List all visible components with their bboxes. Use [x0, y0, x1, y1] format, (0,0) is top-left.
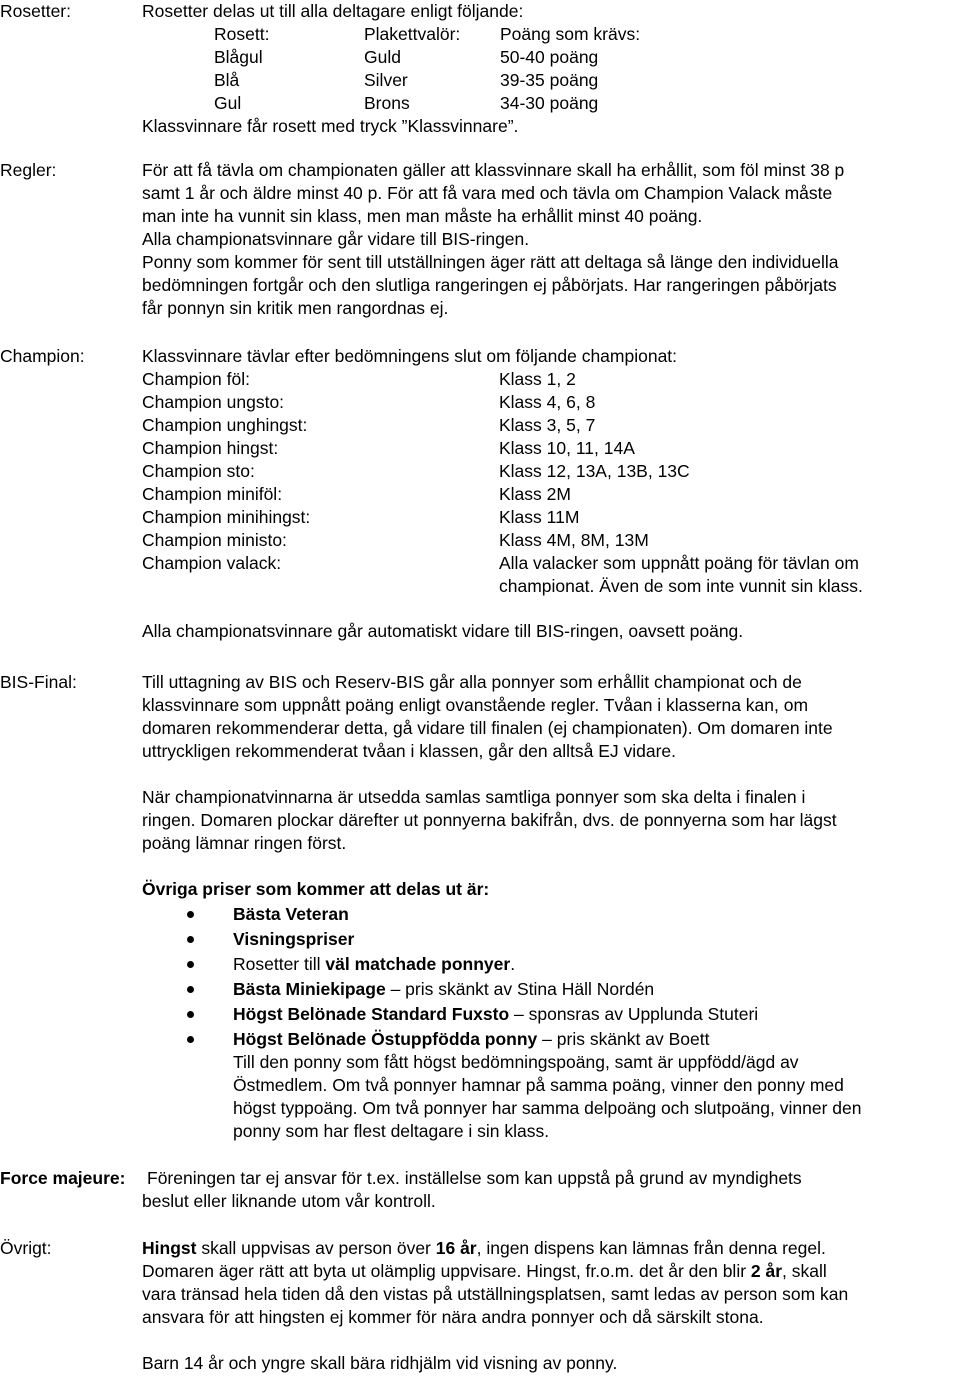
- bis-para2-line: poäng lämnar ringen först.: [142, 833, 347, 853]
- list-item: [142, 529, 960, 552]
- rosett-poang: 39-35 poäng: [500, 70, 599, 90]
- rosett-poang: 34-30 poäng: [500, 93, 599, 113]
- table-row: [142, 92, 960, 115]
- ovrigt-hingst: Hingst: [142, 1238, 197, 1258]
- regler-body: [142, 159, 960, 320]
- list-item: [142, 506, 960, 529]
- champion-name: Champion minihingst:: [142, 507, 311, 527]
- bis-para1-line: klassvinnare som uppnått poäng enligt ovanstående regler. Tvåan i klasserna kan, om: [142, 695, 809, 715]
- ovrigt-age: 16 år: [435, 1238, 477, 1258]
- rosett-poang: 50-40 poäng: [500, 47, 599, 67]
- regler-line: Ponny som kommer för sent till utställningen äger rätt att deltaga så länge den individuella: [142, 252, 839, 272]
- rosetter-body: [142, 0, 960, 138]
- list-item: [142, 414, 960, 437]
- rosett-table-header: [142, 23, 960, 46]
- bullet-icon: [187, 911, 194, 918]
- ovrigt-line-2: [142, 1260, 960, 1283]
- champion-name: Champion sto:: [142, 461, 255, 481]
- bullet-icon: [187, 986, 194, 993]
- regler-line: Alla championatsvinnare går vidare till BIS-ringen.: [142, 229, 530, 249]
- rosetter-intro: Rosetter delas ut till alla deltagare enligt följande:: [142, 1, 524, 21]
- force-label: Force majeure:: [0, 1168, 126, 1188]
- ovrigt-line-5: Barn 14 år och yngre skall bära ridhjälm vid visning av ponny.: [142, 1353, 618, 1373]
- regler-line: För att få tävla om championaten gäller att klassvinnare skall ha erhållit, som föl minst 38 p: [142, 160, 845, 180]
- bullet-icon: [187, 961, 194, 968]
- list-item: [142, 391, 960, 414]
- regler-line: får ponnyn sin kritik men rangordnas ej.: [142, 298, 449, 318]
- force-body: [142, 1167, 960, 1213]
- list-item: [142, 903, 960, 926]
- rosett-header-poang: Poäng som krävs:: [500, 24, 641, 44]
- prize-note-line: ponny som har flest deltagare i sin klass.: [233, 1121, 550, 1141]
- ovrigt-line-1: [142, 1237, 960, 1260]
- regler-label: Regler:: [0, 160, 57, 180]
- list-item: [142, 978, 960, 1001]
- champion-classes: Alla valacker som uppnått poäng för tävlan om championat. Även de som inte vunnit sin klass.: [499, 553, 863, 596]
- champion-classes: Klass 4, 6, 8: [499, 392, 596, 412]
- prizes-heading: Övriga priser som kommer att delas ut är:: [142, 879, 490, 899]
- regler-line: samt 1 år och äldre minst 40 p. För att få vara med och tävla om Champion Valack måste: [142, 183, 833, 203]
- rosett-header-rosett: Rosett:: [214, 24, 270, 44]
- list-item: [142, 368, 960, 391]
- champion-classes: Klass 12, 13A, 13B, 13C: [499, 461, 690, 481]
- table-row: [142, 46, 960, 69]
- bis-para2-line: ringen. Domaren plockar därefter ut ponnyerna bakifrån, dvs. de ponnyerna som har lägst: [142, 810, 837, 830]
- list-item: [142, 552, 960, 598]
- rosett-header-plakett: Plakettvalör:: [364, 24, 461, 44]
- champion-classes: Klass 10, 11, 14A: [499, 438, 635, 458]
- champion-classes: Klass 4M, 8M, 13M: [499, 530, 649, 550]
- champion-name: Champion valack:: [142, 553, 282, 573]
- ovrigt-age: 2 år: [750, 1261, 783, 1281]
- prizes-list-wrapper: [142, 903, 960, 1143]
- prize-note: [142, 1051, 960, 1143]
- champion-classes: Klass 11M: [499, 507, 580, 527]
- prize-name: Högst Belönade Standard Fuxsto: [233, 1004, 510, 1024]
- rosett-plakett: Brons: [364, 93, 410, 113]
- champion-name: Champion hingst:: [142, 438, 279, 458]
- prize-name: Bästa Veteran: [233, 904, 349, 924]
- prize-note-line: Till den ponny som fått högst bedömningspoäng, samt är uppfödd/ägd av: [233, 1052, 799, 1072]
- force-line: Föreningen tar ej ansvar för t.ex. inställelse som kan uppstå på grund av myndighets: [147, 1168, 802, 1188]
- prize-suffix: – sponsras av Upplunda Stuteri: [509, 1004, 759, 1024]
- regler-line: bedömningen fortgår och den slutliga rangeringen ej påbörjats. Har rangeringen påbörjats: [142, 275, 837, 295]
- bis-para2-line: När championatvinnarna är utsedda samlas samtliga ponnyer som ska delta i finalen i: [142, 787, 806, 807]
- rosett-name: Gul: [214, 93, 242, 113]
- prize-suffix: – pris skänkt av Stina Häll Nordén: [385, 979, 655, 999]
- rosetter-note: Klassvinnare får rosett med tryck ”Klassvinnare”.: [142, 116, 519, 136]
- ovrigt-label: Övrigt:: [0, 1238, 52, 1258]
- champion-intro: Klassvinnare tävlar efter bedömningens slut om följande championat:: [142, 346, 678, 366]
- champion-name: Champion föl:: [142, 369, 250, 389]
- prize-prefix: Rosetter till: [233, 954, 326, 974]
- bullet-icon: [187, 1011, 194, 1018]
- champion-name: Champion miniföl:: [142, 484, 283, 504]
- bis-body: [142, 671, 960, 901]
- bis-para1-line: Till uttagning av BIS och Reserv-BIS går alla ponnyer som erhållit championat och de: [142, 672, 802, 692]
- prizes-list: [142, 903, 960, 1051]
- list-item: [142, 953, 960, 976]
- rosett-plakett: Silver: [364, 70, 408, 90]
- champion-label: Champion:: [0, 346, 85, 366]
- rosett-plakett: Guld: [364, 47, 401, 67]
- bullet-icon: [187, 936, 194, 943]
- list-item: [142, 1028, 960, 1051]
- ovrigt-line-4: ansvara för att hingsten ej kommer för nära andra ponnyer och då särskilt stona.: [142, 1307, 764, 1327]
- ovrigt-body: [142, 1237, 960, 1375]
- prize-suffix: .: [510, 954, 516, 974]
- table-row: [142, 69, 960, 92]
- prize-suffix: – pris skänkt av Boett: [537, 1029, 710, 1049]
- ovrigt-line-3: vara tränsad hela tiden då den vistas på utställningsplatsen, samt ledas av person som kan: [142, 1284, 849, 1304]
- list-item: [142, 460, 960, 483]
- prize-name: väl matchade ponnyer: [325, 954, 511, 974]
- list-item: [142, 437, 960, 460]
- ovrigt-text: skall uppvisas av person över: [196, 1238, 436, 1258]
- ovrigt-text: , skall: [782, 1261, 827, 1281]
- prize-name: Högst Belönade Östuppfödda ponny: [233, 1029, 538, 1049]
- ovrigt-text: , ingen dispens kan lämnas från denna regel.: [476, 1238, 826, 1258]
- list-item: [142, 1003, 960, 1026]
- prize-note-line: Östmedlem. Om två ponnyer hamnar på samma poäng, vinner den ponny med: [233, 1075, 844, 1095]
- regler-line: man inte ha vunnit sin klass, men man måste ha erhållit minst 40 poäng.: [142, 206, 703, 226]
- champion-name: Champion unghingst:: [142, 415, 308, 435]
- prize-note-line: högst typpoäng. Om två ponnyer har samma delpoäng och slutpoäng, vinner den: [233, 1098, 862, 1118]
- bullet-icon: [187, 1036, 194, 1043]
- list-item: [142, 928, 960, 951]
- rosett-table: [142, 23, 960, 115]
- ovrigt-text: Domaren äger rätt att byta ut olämplig uppvisare. Hingst, fr.o.m. det år den blir: [142, 1261, 751, 1281]
- rosett-name: Blå: [214, 70, 240, 90]
- prize-name: Bästa Miniekipage: [233, 979, 386, 999]
- list-item: [142, 483, 960, 506]
- bis-para1-line: domaren rekommenderar detta, gå vidare till finalen (ej championaten). Om domaren inte: [142, 718, 833, 738]
- prize-name: Visningspriser: [233, 929, 355, 949]
- bis-label: BIS-Final:: [0, 672, 77, 692]
- rosett-name: Blågul: [214, 47, 263, 67]
- champion-name: Champion ministo:: [142, 530, 287, 550]
- force-line: beslut eller liknande utom vår kontroll.: [142, 1191, 436, 1211]
- rosetter-label: Rosetter:: [0, 1, 71, 21]
- champion-classes: Klass 3, 5, 7: [499, 415, 596, 435]
- bis-para1-line: uttryckligen rekommenderat tvåan i klassen, går den alltså EJ vidare.: [142, 741, 677, 761]
- champion-footer: Alla championatsvinnare går automatiskt vidare till BIS-ringen, oavsett poäng.: [142, 621, 744, 641]
- champion-body: [142, 345, 960, 643]
- champion-classes: Klass 1, 2: [499, 369, 576, 389]
- champion-classes: Klass 2M: [499, 484, 571, 504]
- champion-name: Champion ungsto:: [142, 392, 285, 412]
